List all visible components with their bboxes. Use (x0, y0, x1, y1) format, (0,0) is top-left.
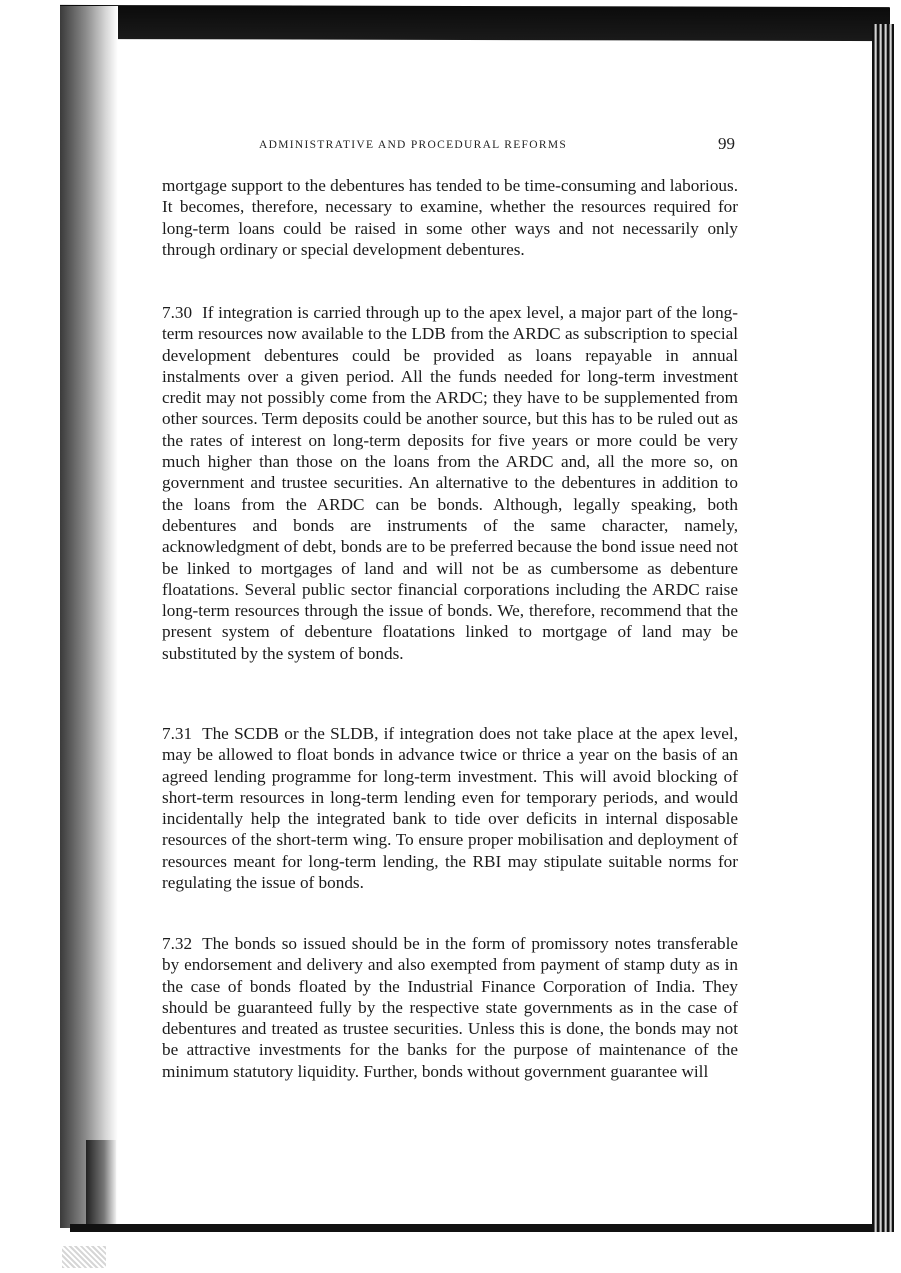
scan-page-edges (872, 24, 894, 1232)
paragraph-7-31 (162, 723, 738, 893)
paragraph-text: The SCDB or the SLDB, if integration does not take place at the apex level, may be allowed to float bonds in advance twice or thrice a year on the basis of an agreed lending programme for long-term investment. This will avoid blocking of short-term resources in long-term lending even for temporary periods, and would incidentally help the integrated bank to tide over deficits in internal disposable resources of the short-term wing. To ensure proper mobilisation and deployment of resources meant for long-term lending, the RBI may stipulate suitable norms for regulating the issue of bonds. (162, 724, 738, 893)
running-header: ADMINISTRATIVE AND PROCEDURAL REFORMS (259, 139, 568, 151)
paragraph-number: 7.31 (162, 724, 193, 743)
paragraph-text: The bonds so issued should be in the form of promissory notes transferable by endorsement and delivery and also exempted from payment of stamp duty as in the case of bonds floated by the Industrial Finance Corporation of India. They should be guaranteed fully by the respective state governments as in the case of debentures and treated as trustee securities. Unless this is done, the bonds may not be attractive investments for the banks for the purpose of maintenance of the minimum statutory liquidity. Further, bonds without government guarantee will (162, 934, 738, 1081)
paragraph-text: If integration is carried through up to the apex level, a major part of the long-term resources now available to the LDB from the ARDC as subscription to special development debentures could be provided as loans repayable in annual instalments over a given period. All the funds needed for long-term investment credit may not possibly come from the ARDC; they have to be supplemented from other sources. Term deposits could be another source, but this has to be ruled out as the rates of interest on long-term deposits for five years or more could be very much higher than those on the loans from the ARDC and, all the more so, on government and trustee securities. An alternative to the debentures in addition to the loans from the ARDC can be bonds. Although, legally speaking, both debentures and bonds are instruments of the same character, namely, acknowledgment of debt, bonds are to be preferred because the bond issue need not be linked to mortgages of land and will not be as cumbersome as debenture floatations. Several public sector financial corporations including the ARDC raise long-term resources through the issue of bonds. We, therefore, recommend that the present system of debenture floatations linked to mortgage of land may be substituted by the system of bonds. (162, 303, 738, 663)
scan-top-edge (60, 5, 890, 41)
paragraph-number: 7.32 (162, 934, 193, 953)
scan-bottom-edge (70, 1224, 892, 1232)
page-number: 99 (718, 134, 735, 153)
paragraph-7-30 (162, 302, 738, 664)
paragraph-number: 7.30 (162, 303, 193, 322)
scan-binding-shadow-lower (86, 1140, 116, 1230)
scan-corner-artifact (62, 1246, 106, 1268)
paragraph-text: mortgage support to the debentures has tended to be time-consuming and laborious. It becomes, therefore, necessary to examine, whether the resources required for long-term loans could be raised in some other ways and not necessarily only through ordinary or special development debentures. (162, 176, 738, 259)
paragraph-continued (162, 175, 738, 260)
scan-binding-shadow (60, 6, 118, 1228)
paragraph-7-32 (162, 933, 738, 1082)
